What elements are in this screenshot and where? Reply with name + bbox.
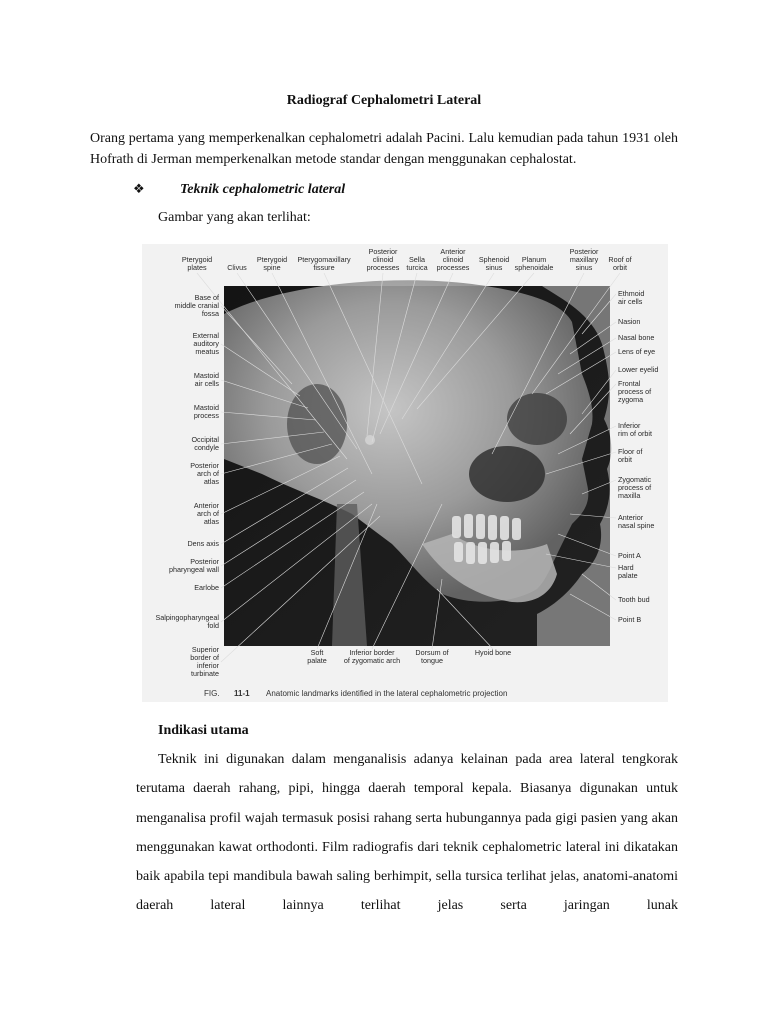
bottom-label-4: Hyoid bone [474, 648, 512, 657]
intro-paragraph: Orang pertama yang memperkenalkan cephalometri adalah Pacini. Lalu kemudian pada tahun 1931 oleh Hofrath di Jerman memperkenalkan metode standar dengan menggunakan cephalostat. [90, 131, 678, 167]
right-label-10: Anterior nasal spine [618, 513, 655, 530]
top-label-8: Sphenoid sinus [478, 255, 510, 272]
cephalometric-figure [142, 244, 668, 702]
top-label-7: Anterior clinoid processes [436, 247, 470, 272]
left-label-5: Occipital condyle [191, 435, 219, 452]
right-label-11: Point A [618, 551, 641, 560]
bottom-label-3: Dorsum of tongue [415, 648, 449, 665]
top-label-6: Sella turcica [406, 255, 428, 272]
left-label-11: Salpingopharyngeal fold [155, 613, 219, 630]
right-label-13: Tooth bud [618, 595, 650, 604]
orbit-shadow [507, 393, 567, 445]
figure-caption-text: Anatomic landmarks identified in the lateral cephalometric projection [266, 689, 508, 698]
right-label-14: Point B [618, 615, 642, 624]
right-label-9: Zygomatic process of maxilla [618, 475, 652, 500]
left-label-12: Superior border of inferior turbinate [190, 645, 219, 678]
section-body: Teknik ini digunakan dalam menganalisis adanya kelainan pada area lateral tengkorak terutama daerah rahang, pipi, hingga daerah temporal kepala. Biasanya digunakan untuk menganalisa profil wajah termasuk posisi rahang serta hubungannya pada gigi pasien yang akan menggunakan kawat orthodonti. Film radiografis dari teknik cephalometric lateral ini dikatakan baik apabila tepi mandibula bawah saling berhimpit, sella tursica terlihat jelas, anatomi-anatomi daerah lateral lainnya terlihat jelas serta jaringan lunak [136, 752, 678, 914]
bottom-label-2: Inferior border of zygomatic arch [343, 648, 401, 665]
top-label-4: Pterygomaxillary fissure [297, 255, 351, 272]
top-label-2: Clivus [227, 263, 247, 272]
figure-caption-number: 11-1 [234, 689, 250, 698]
right-label-1: Ethmoid air cells [618, 289, 645, 306]
right-label-6: Frontal process of zygoma [618, 379, 652, 404]
right-label-4: Lens of eye [618, 347, 656, 356]
bullet-heading: Teknik cephalometric lateral [180, 182, 346, 197]
section-heading: Indikasi utama [158, 723, 249, 738]
top-label-5: Posterior clinoid processes [366, 247, 400, 272]
right-label-3: Nasal bone [618, 333, 655, 342]
top-label-10: Posterior maxillary sinus [569, 247, 599, 272]
top-label-9: Planum sphenoidale [514, 255, 554, 272]
left-label-9: Posterior pharyngeal wall [169, 557, 219, 574]
diamond-bullet-icon: ❖ [133, 182, 145, 197]
left-label-1: Base of middle cranial fossa [174, 293, 219, 318]
top-label-3: Pterygoid spine [256, 255, 288, 272]
figure-caption-prefix: FIG. [204, 689, 220, 698]
left-label-8: Dens axis [187, 539, 219, 548]
bottom-label-1: Soft palate [307, 648, 327, 665]
top-label-1: Pterygoid plates [181, 255, 213, 272]
image-intro-text: Gambar yang akan terlihat: [158, 210, 311, 225]
cephalometric-radiograph-diagram [142, 244, 668, 702]
document-title: Radiograf Cephalometri Lateral [286, 93, 482, 108]
left-label-4: Mastoid process [193, 403, 219, 420]
left-label-10: Earlobe [194, 583, 219, 592]
right-label-2: Nasion [618, 317, 641, 326]
left-label-6: Posterior arch of atlas [190, 461, 219, 486]
left-label-3: Mastoid air cells [193, 371, 219, 388]
left-label-2: External auditory meatus [192, 331, 219, 356]
top-label-11: Roof of orbit [608, 255, 632, 272]
right-label-5: Lower eyelid [618, 365, 659, 374]
left-label-7: Anterior arch of atlas [193, 501, 219, 526]
right-label-12: Hard palate [618, 563, 638, 580]
maxillary-sinus-shadow [469, 446, 545, 502]
right-label-7: Inferior rim of orbit [618, 421, 652, 438]
right-label-8: Floor of orbit [618, 447, 643, 464]
